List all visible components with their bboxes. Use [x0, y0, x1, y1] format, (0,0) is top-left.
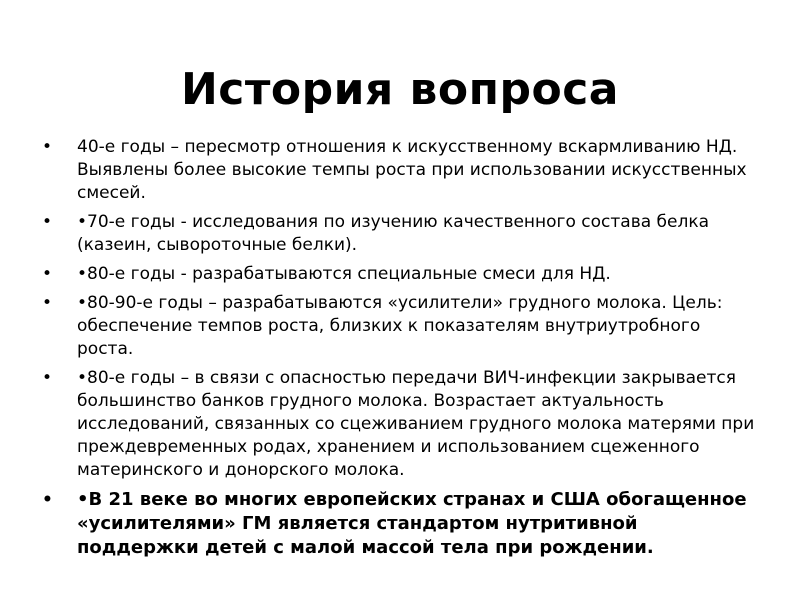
list-item: [40, 211, 760, 257]
bullet-icon: •: [42, 490, 53, 510]
bullet-icon: •: [42, 264, 53, 284]
list-item-text: •80-90-е годы – разрабатываются «усилители» грудного молока. Цель: обеспечение темпов роста, близких к показателям внутриутробного роста.: [77, 293, 723, 359]
bullet-icon: •: [42, 368, 53, 388]
list-item-text: •80-е годы – в связи с опасностью передачи ВИЧ-инфекции закрывается большинство банков грудного молока. Возрастает актуальность исследований, связанных со сцеживанием грудного молока матерями при преждевременных родах, хранением и использованием сцеженного материнского и донорского молока.: [77, 368, 755, 480]
list-item-text: •80-е годы - разрабатываются специальные смеси для НД.: [77, 264, 611, 284]
slide-title: История вопроса: [180, 64, 619, 115]
list-item: [40, 136, 760, 205]
bullet-icon: •: [42, 293, 53, 313]
bullet-icon: •: [42, 212, 53, 232]
list-item: [40, 292, 760, 361]
list-item-text: 40-е годы – пересмотр отношения к искусственному вскармливанию НД. Выявлены более высокие темпы роста при использовании искусственных смесей.: [77, 137, 747, 203]
list-item-text: •В 21 веке во многих европейских странах и США обогащенное «усилителями» ГМ является стандартом нутритивной поддержки детей с малой массой тела при рождении.: [77, 489, 747, 558]
bullet-list: [40, 136, 760, 566]
list-item: [40, 263, 760, 286]
list-item: [40, 367, 760, 482]
bullet-icon: •: [42, 137, 53, 157]
list-item-text: •70-е годы - исследования по изучению качественного состава белка (казеин, сывороточные белки).: [77, 212, 710, 255]
list-item: [40, 488, 760, 560]
